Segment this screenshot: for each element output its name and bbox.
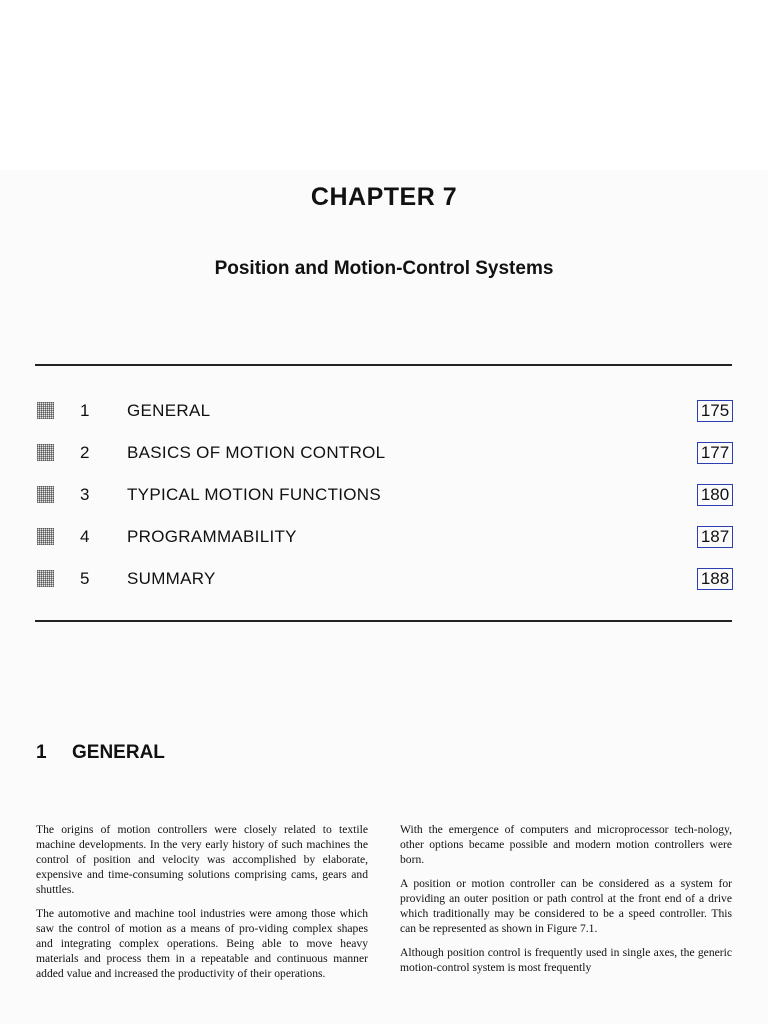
paragraph: A position or motion controller can be considered as a system for providing an outer position or path control at the front end of a drive which traditionally may be considered to be a speed controller. This can be represented as shown in Figure 7.1. [400,877,732,935]
toc-page-link[interactable]: 180 [697,484,733,506]
toc-item[interactable] [0,516,768,558]
toc-item[interactable] [0,474,768,516]
chapter-subtitle: Position and Motion-Control Systems [214,258,554,279]
toc-item-label: TYPICAL MOTION FUNCTIONS [127,485,382,504]
toc-page-link[interactable]: 175 [697,400,733,422]
section-heading [36,742,165,764]
toc-item-label: GENERAL [127,401,211,420]
toc-item[interactable] [0,432,768,474]
toc-bullet-icon [37,486,54,503]
toc-bullet-icon [37,528,54,545]
toc-top-rule [35,364,732,366]
toc-item-number: 4 [80,527,90,546]
toc-item-number: 2 [80,443,90,462]
toc-page-link[interactable]: 177 [697,442,733,464]
toc-item-label: SUMMARY [127,569,216,588]
toc-bottom-rule [35,620,732,622]
section-title: GENERAL [72,742,165,763]
toc-bullet-icon [37,570,54,587]
paragraph: With the emergence of computers and microprocessor tech-nology, other options became possible and modern motion controllers were born. [400,823,732,866]
toc-item-number: 3 [80,485,90,504]
paragraph: The origins of motion controllers were closely related to textile machine developments. In the very early history of such machines the control of position and velocity was accomplished by elaborate, expensive and time-consuming solutions comprising cams, gears and shuttles. [36,823,368,896]
toc-bullet-icon [37,444,54,461]
toc-item-number: 5 [80,569,90,588]
toc-item[interactable] [0,390,768,432]
toc-item-label: PROGRAMMABILITY [127,527,297,546]
toc-item[interactable] [0,558,768,600]
toc-page-link[interactable]: 187 [697,526,733,548]
toc-item-label: BASICS OF MOTION CONTROL [127,443,386,462]
page-top-margin [0,0,768,170]
toc-item-number: 1 [80,401,90,420]
chapter-title: CHAPTER 7 [310,183,458,211]
left-column [36,822,368,990]
paragraph: Although position control is frequently used in single axes, the generic motion-control system is most frequently [400,946,732,974]
right-column [400,822,732,984]
toc-bullet-icon [37,402,54,419]
section-number: 1 [36,742,47,763]
toc-page-link[interactable]: 188 [697,568,733,590]
paragraph: The automotive and machine tool industries were among those which saw the control of motion as a means of pro-viding complex shapes and integrating complex operations. Being able to move heavy materials and process them in a repeatable and continuous manner added value and increased the productivity of their operations. [36,907,368,980]
